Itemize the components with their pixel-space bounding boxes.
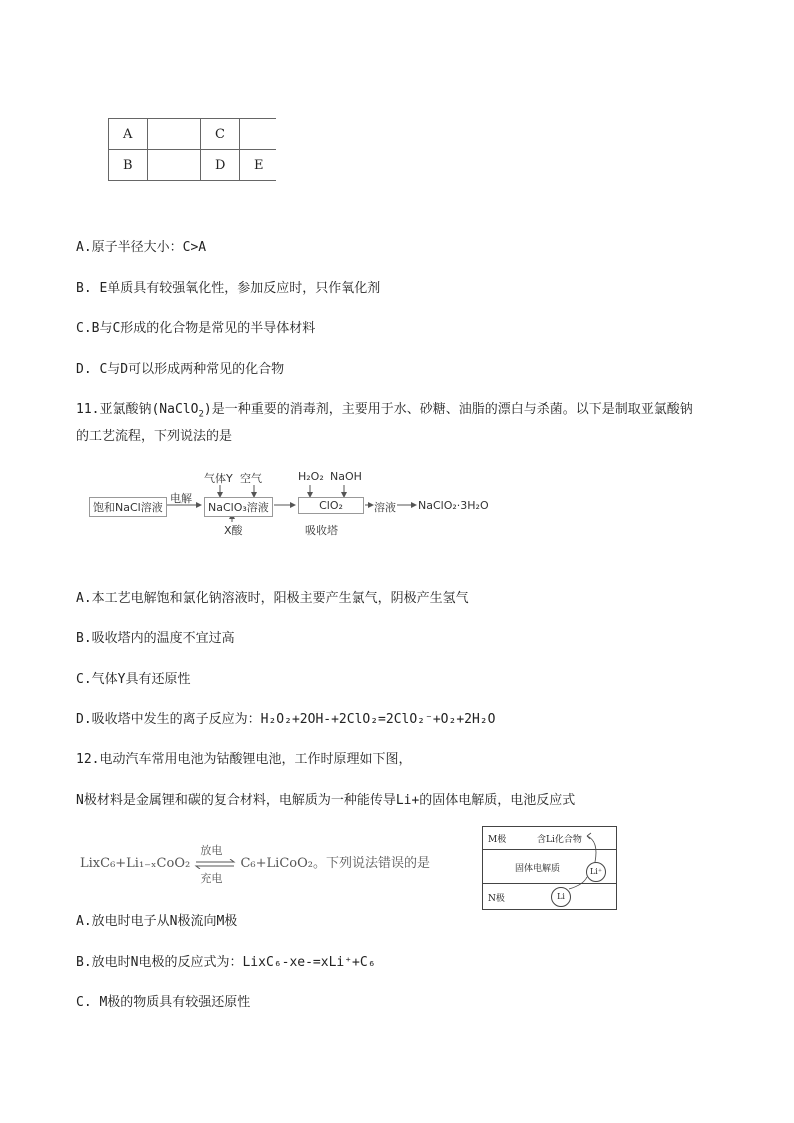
table-row xyxy=(109,150,277,181)
flow-label-naoh: NaOH xyxy=(330,470,362,483)
flow-label-x-acid: X酸 xyxy=(224,524,243,537)
li-atom-circle: Li xyxy=(551,887,571,907)
element-position-table xyxy=(108,118,276,181)
q10-option-a: A.原子半径大小：C>A xyxy=(76,240,207,255)
formula-charge-label: 充电 xyxy=(200,871,223,885)
q11-stem-pre: 11.亚氯酸钠(NaClO xyxy=(76,402,199,417)
q12-stem-line1: 12.电动汽车常用电池为钴酸锂电池，工作时原理如下图， xyxy=(76,752,412,767)
flow-label-absorber: 吸收塔 xyxy=(305,524,338,537)
li-ion-circle: Li⁺ xyxy=(586,862,606,882)
table-cell: D xyxy=(201,150,240,181)
battery-arrows xyxy=(483,827,616,909)
q10-option-b: B. E单质具有较强氧化性，参加反应时，只作氧化剂 xyxy=(76,281,381,296)
q12-stem-line2: N极材料是金属锂和碳的复合材料，电解质为一种能传导Li+的固体电解质，电池反应式 xyxy=(76,793,576,808)
formula-left: LixC₆+Li₁₋ₓCoO₂ xyxy=(80,856,191,871)
flow-label-solution: 溶液 xyxy=(374,501,396,514)
q10-option-c: C.B与C形成的化合物是常见的半导体材料 xyxy=(76,321,316,336)
flow-label-electrolysis: 电解 xyxy=(170,492,192,505)
ion-path-arrow xyxy=(587,836,596,862)
q11-option-a: A.本工艺电解饱和氯化钠溶液时，阳极主要产生氯气，阴极产生氢气 xyxy=(76,591,469,606)
table-cell xyxy=(148,119,201,150)
flow-box-nacl: 饱和NaCl溶液 xyxy=(89,497,167,517)
n-electrode-label: N极 xyxy=(488,894,505,904)
m-electrode-content: 含Li化合物 xyxy=(537,835,582,845)
q11-stem-line2: 的工艺流程，下列说法的是 xyxy=(76,429,233,444)
q11-option-b: B.吸收塔内的温度不宜过高 xyxy=(76,631,235,646)
flow-label-gas-y: 气体Y xyxy=(204,472,233,485)
q11-stem-sub: 2 xyxy=(198,409,204,420)
formula-right: C₆+LiCoO₂。下列说法错误的是 xyxy=(240,856,430,871)
flow-label-air: 空气 xyxy=(240,472,262,485)
table-row xyxy=(109,119,277,150)
electrolyte-label: 固体电解质 xyxy=(515,864,561,874)
flow-label-h2o2: H₂O₂ xyxy=(298,470,324,483)
table-cell: A xyxy=(109,119,148,150)
table-cell xyxy=(240,119,277,150)
battery-reaction-formula xyxy=(80,843,430,885)
q11-stem-line1 xyxy=(76,398,693,420)
table-cell: C xyxy=(201,119,240,150)
table-cell: B xyxy=(109,150,148,181)
q12-option-a: A.放电时电子从N极流向M极 xyxy=(76,914,238,929)
flow-box-clo2: ClO₂ xyxy=(298,497,364,514)
table-cell xyxy=(148,150,201,181)
flow-label-product: NaClO₂·3H₂O xyxy=(418,499,489,512)
q11-option-c: C.气体Y具有还原性 xyxy=(76,672,191,687)
ion-path-arrow xyxy=(569,877,587,889)
formula-discharge-label: 放电 xyxy=(200,843,223,857)
q12-option-b: B.放电时N电极的反应式为：LixC₆-xe-=xLi⁺+C₆ xyxy=(76,955,376,970)
q11-stem-post: )是一种重要的消毒剂，主要用于水、砂糖、油脂的漂白与杀菌。以下是制取亚氯酸钠 xyxy=(203,402,693,417)
table-cell: E xyxy=(240,150,277,181)
m-electrode-label: M极 xyxy=(488,835,507,845)
q11-option-d: D.吸收塔中发生的离子反应为：H₂O₂+2OH-+2ClO₂=2ClO₂⁻+O₂+2H₂O xyxy=(76,712,496,727)
q12-option-c: C. M极的物质具有较强还原性 xyxy=(76,995,251,1010)
q10-option-d: D. C与D可以形成两种常见的化合物 xyxy=(76,362,285,377)
reversible-arrow xyxy=(194,843,236,885)
double-arrow-icon xyxy=(194,859,236,869)
battery-diagram xyxy=(482,826,617,910)
flow-box-naclo3: NaClO₃溶液 xyxy=(204,497,273,517)
